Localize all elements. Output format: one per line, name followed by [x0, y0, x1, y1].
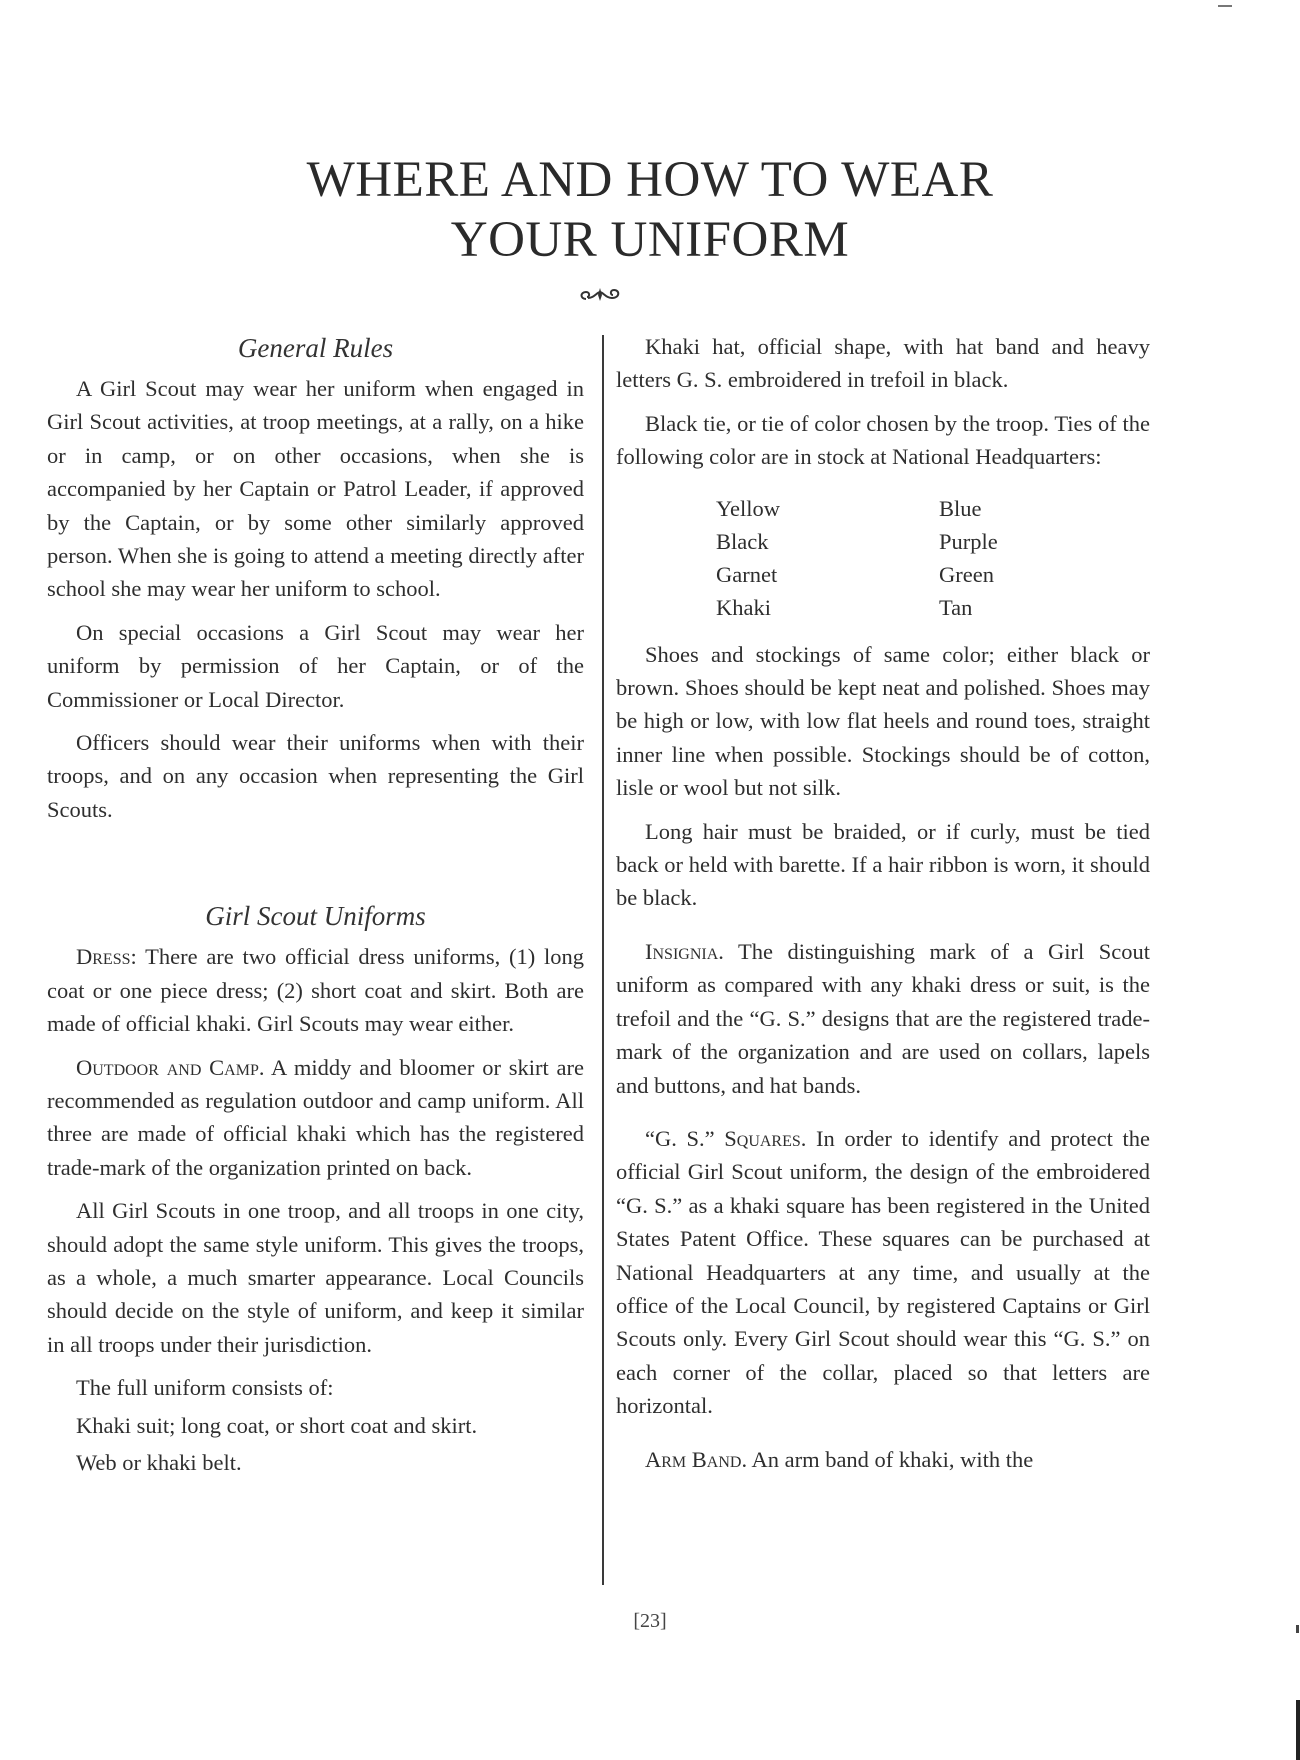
right-column: [616, 330, 1150, 1486]
paragraph-dress: [47, 940, 584, 1040]
full-uniform-intro: The full uniform consists of:: [76, 1375, 334, 1401]
tie-color: Garnet: [716, 561, 778, 587]
tie-color: Purple: [939, 528, 998, 554]
arm-band-text: An arm band of khaki, with the: [747, 1446, 1034, 1472]
paragraph-hair: Long hair must be braided, or if curly, must be tied back or held with barette. If a hair ribbon is worn, it should be black.: [616, 818, 1150, 911]
flourish-ornament-icon: [578, 286, 622, 304]
tie-color: Khaki: [716, 594, 771, 620]
outdoor-text: A middy and bloomer or skirt are recommended as regulation outdoor and camp uniform. All three are made of official khaki which has the registered trade-mark of the organization printed on back.: [47, 1054, 584, 1180]
paragraph-general-1: A Girl Scout may wear her uniform when engaged in Girl Scout activities, at troop meetings, at a rally, on a hike or in camp, or on other occasions, when she is accompanied by her Captain or Patrol Leader, if approved by the Captain, or by some other similarly approved person. When she is going to attend a meeting directly after school she may wear her uniform to school.: [47, 376, 584, 602]
paragraph-same-style: All Girl Scouts in one troop, and all troops in one city, should adopt the same style uniform. This gives the troops, as a whole, a much smarter appearance. Local Councils should decide on the style of uniform, and keep it similar in all troops under their jurisdiction.: [47, 1198, 584, 1357]
paragraph-arm-band: [616, 1443, 1150, 1476]
left-column: [47, 330, 584, 1483]
squares-label: Squares.: [724, 1125, 807, 1151]
insignia-text: The distinguishing mark of a Girl Scout uniform as compared with any khaki dress or suit, is the trefoil and the “G. S.” designs that are the registered trade-mark of the organization and are used on collars, lapels and buttons, and hat bands.: [616, 938, 1150, 1098]
uniform-item-belt: Web or khaki belt.: [76, 1449, 242, 1475]
title-line-2: YOUR UNIFORM: [450, 212, 850, 268]
column-divider: [602, 335, 604, 1585]
outdoor-label: Outdoor and Camp.: [76, 1054, 265, 1080]
dress-text: There are two official dress uniforms, (1) long coat or one piece dress; (2) short coat and skirt. Both are made of official khaki. Girl Scouts may wear either.: [47, 944, 584, 1037]
arm-band-label: Arm Band.: [645, 1446, 748, 1472]
paragraph-insignia: [616, 935, 1150, 1102]
tie-color: Black: [716, 528, 769, 554]
page-title: [0, 150, 1300, 270]
paragraph-hat: Khaki hat, official shape, with hat band and heavy letters G. S. embroidered in trefoil in black.: [616, 334, 1150, 393]
scan-artifact: [1296, 1625, 1299, 1633]
squares-prefix: “G. S.”: [645, 1125, 725, 1151]
uniform-item-suit: Khaki suit; long coat, or short coat and skirt.: [76, 1412, 478, 1438]
dress-label: Dress:: [76, 944, 137, 970]
tie-color: Yellow: [716, 495, 780, 521]
tie-colors-left: [716, 492, 939, 624]
tie-colors-right: [939, 492, 1139, 624]
paragraph-general-2: On special occasions a Girl Scout may wear her uniform by permission of her Captain, or of the Commissioner or Local Director.: [47, 619, 584, 712]
paragraph-shoes: Shoes and stockings of same color; either black or brown. Shoes should be kept neat and polished. Shoes may be high or low, with low flat heels and round toes, straight inner line when possible. Stockings should be of cotton, lisle or wool but not silk.: [616, 641, 1150, 801]
heading-general-rules: General Rules: [237, 333, 394, 363]
insignia-label: Insignia.: [645, 938, 724, 964]
paragraph-tie: Black tie, or tie of color chosen by the troop. Ties of the following color are in stock at National Headquarters:: [616, 410, 1150, 470]
tie-color: Tan: [939, 594, 973, 620]
paragraph-general-3: Officers should wear their uniforms when with their troops, and on any occasion when representing the Girl Scouts.: [47, 730, 584, 822]
paragraph-outdoor: [47, 1051, 584, 1185]
squares-text: In order to identify and protect the official Girl Scout uniform, the design of the embroidered “G. S.” as a khaki square has been registered in the United States Patent Office. These squares can be purchased at National Headquarters at any time, and usually at the office of the Local Council, by registered Captains or Girl Scouts only. Every Girl Scout should wear this “G. S.” on each corner of the collar, placed so that letters are horizontal.: [616, 1125, 1150, 1419]
title-line-1: WHERE AND HOW TO WEAR: [306, 152, 994, 208]
page-number: [23]: [633, 1610, 667, 1632]
tie-color: Blue: [939, 495, 982, 521]
scan-artifact: [1296, 1700, 1300, 1760]
tie-colors-table: [716, 492, 1150, 624]
heading-girl-scout-uniforms: Girl Scout Uniforms: [205, 901, 426, 932]
scan-artifact: [1218, 5, 1232, 7]
tie-color: Green: [939, 561, 994, 587]
paragraph-squares: [616, 1122, 1150, 1423]
